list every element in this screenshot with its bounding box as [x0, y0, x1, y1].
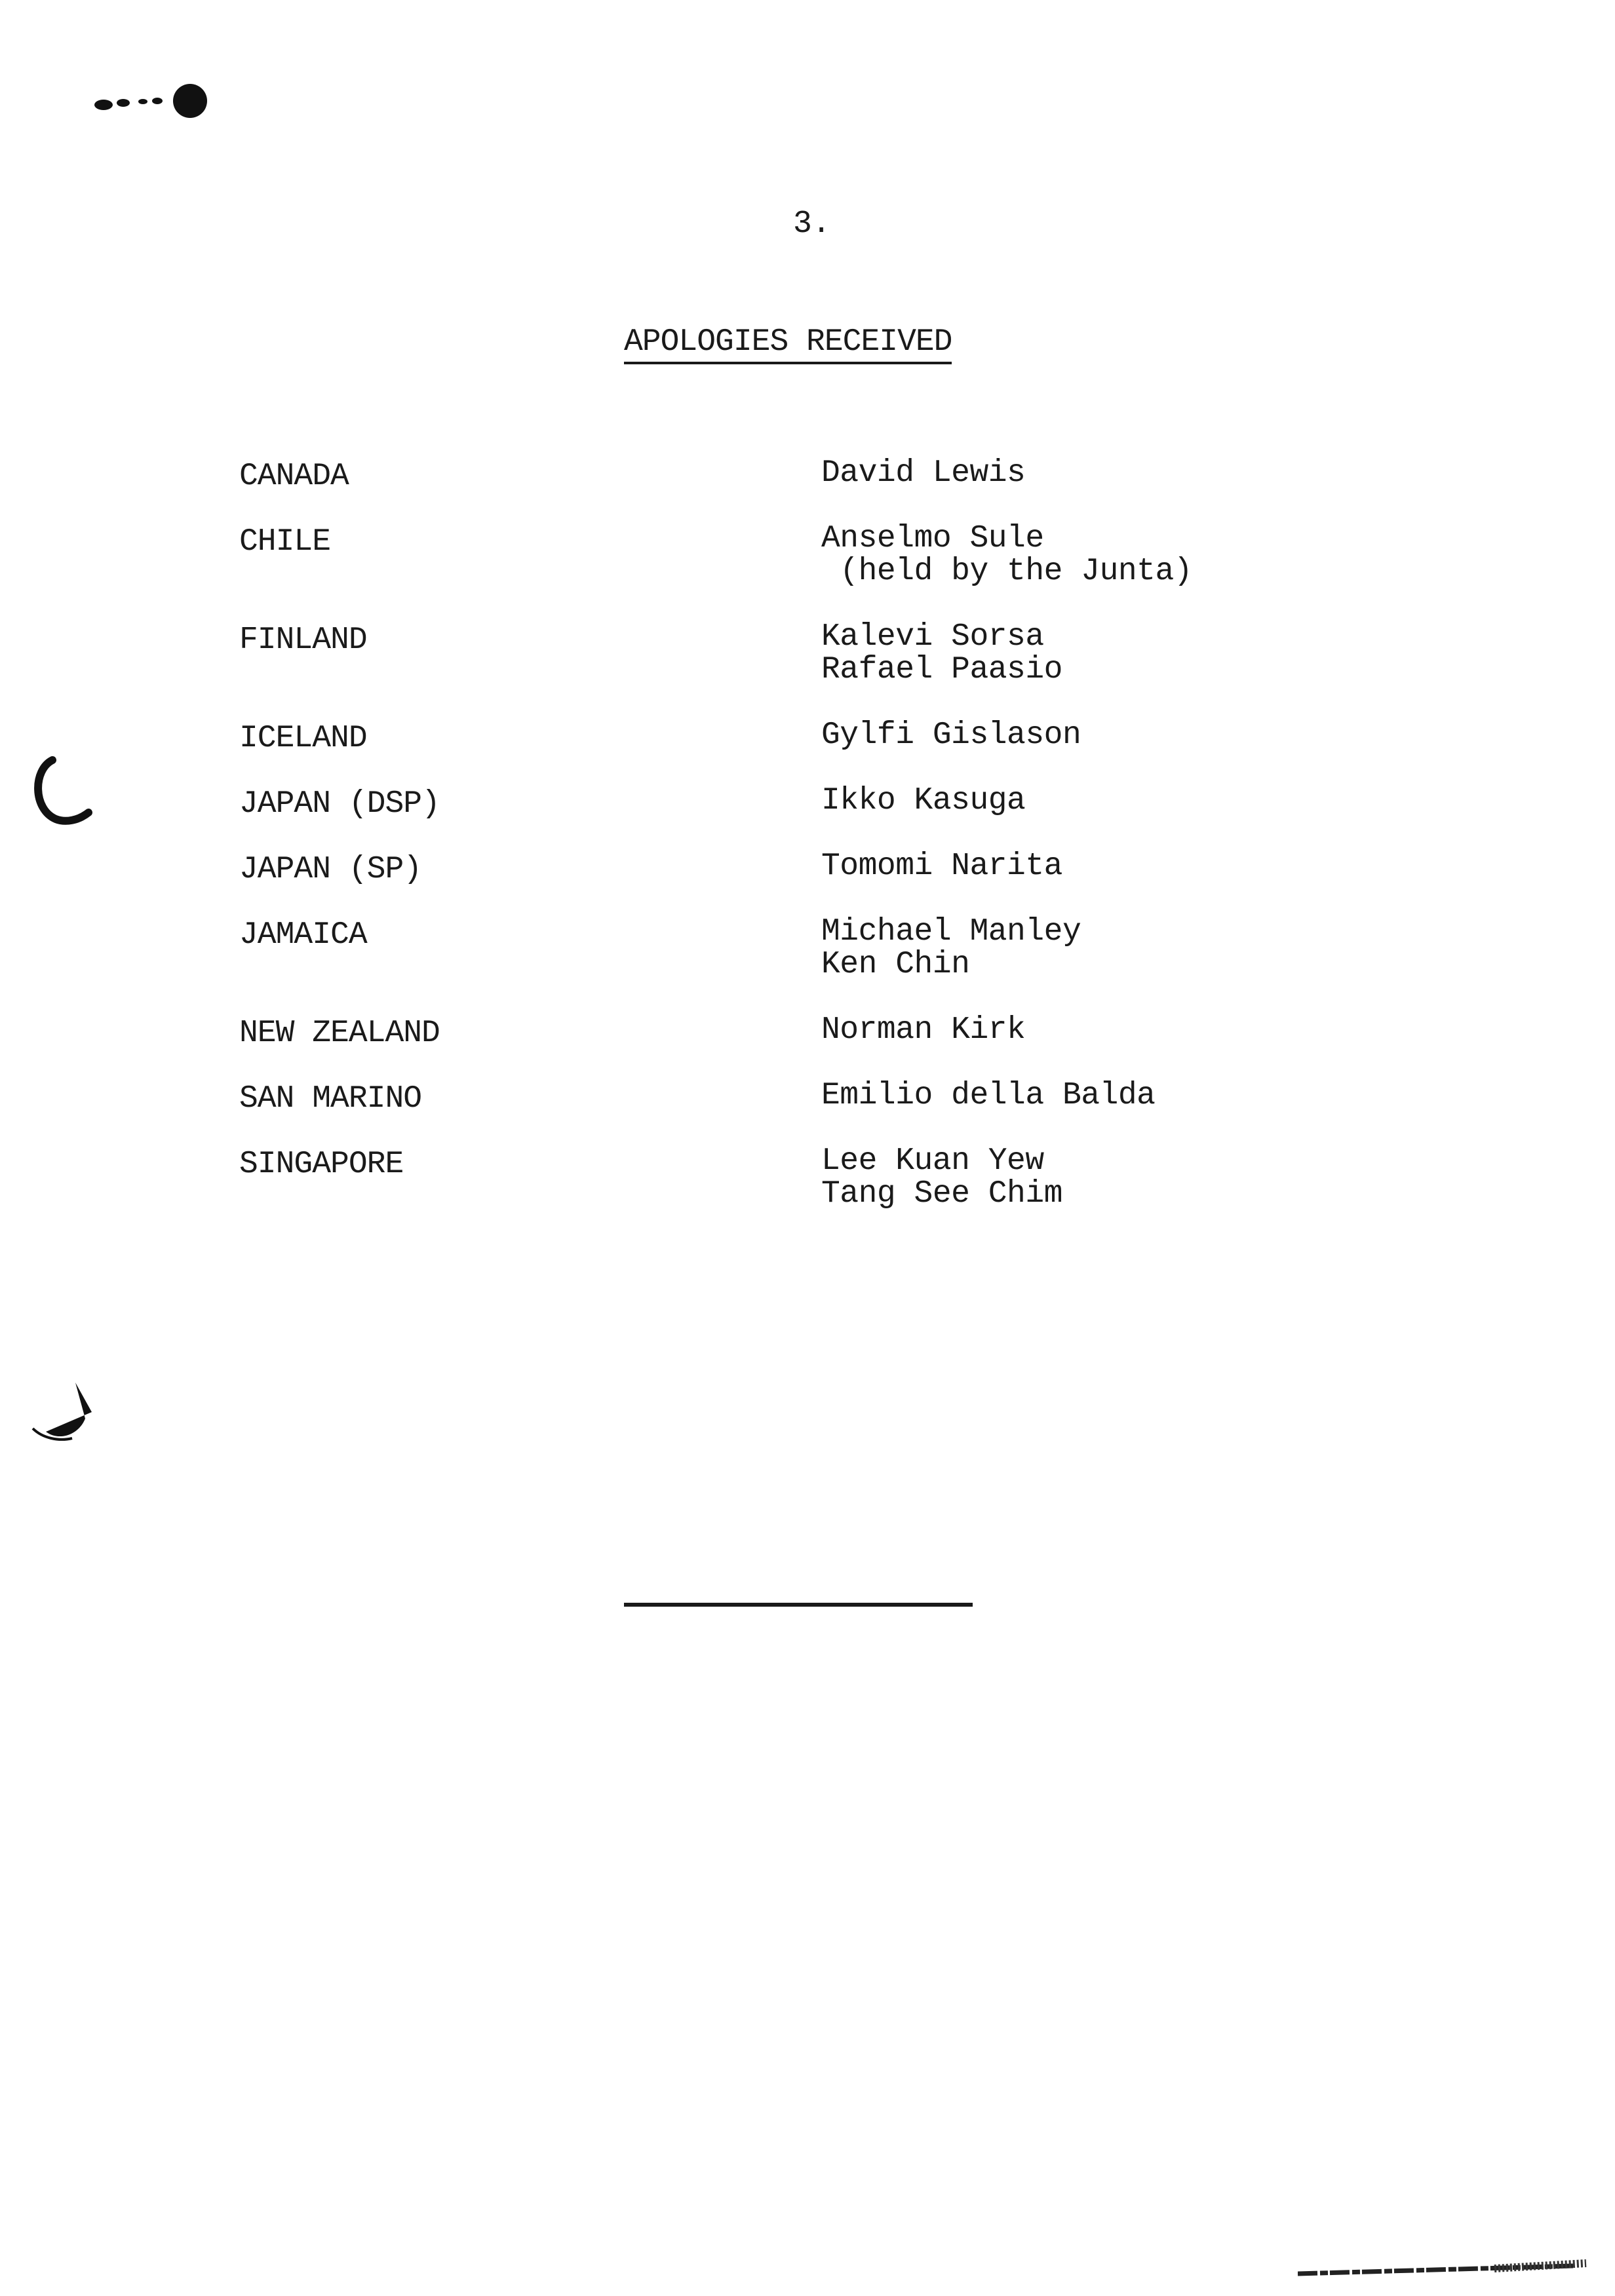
- delegate-names: Norman Kirk: [821, 1012, 1026, 1048]
- delegate-names: Tomomi Narita: [821, 849, 1062, 884]
- delegate-names: Ikko Kasuga: [821, 783, 1026, 818]
- apology-entry: [0, 914, 1615, 998]
- page-number: 3.: [793, 206, 831, 242]
- punch-hole-bottom: [26, 1376, 98, 1448]
- delegate-names: Michael Manley Ken Chin: [821, 914, 1081, 982]
- apology-entry: [0, 521, 1615, 605]
- ink-blot-mark: [92, 79, 216, 131]
- country-label: FINLAND: [239, 622, 367, 658]
- country-label: NEW ZEALAND: [239, 1016, 440, 1051]
- delegate-names: Anselmo Sule (held by the Junta): [821, 521, 1193, 589]
- apology-entry: [0, 1143, 1615, 1227]
- document-heading: APOLOGIES RECEIVED: [624, 326, 952, 364]
- country-label: SAN MARINO: [239, 1081, 422, 1117]
- country-label: CHILE: [239, 524, 331, 560]
- country-label: ICELAND: [239, 721, 367, 756]
- delegate-names: David Lewis: [821, 455, 1026, 491]
- apology-entry: [0, 619, 1615, 703]
- scan-streak-mark: [1298, 2254, 1606, 2280]
- delegate-names: Gylfi Gislason: [821, 718, 1081, 753]
- closing-rule: [624, 1603, 973, 1607]
- country-label: JAPAN (DSP): [239, 786, 440, 822]
- delegate-names: Emilio della Balda: [821, 1078, 1156, 1113]
- delegate-names: Lee Kuan Yew Tang See Chim: [821, 1143, 1062, 1212]
- delegate-names: Kalevi Sorsa Rafael Paasio: [821, 619, 1062, 687]
- country-label: JAPAN (SP): [239, 852, 422, 887]
- country-label: JAMAICA: [239, 917, 367, 953]
- country-label: SINGAPORE: [239, 1147, 404, 1182]
- country-label: CANADA: [239, 459, 349, 494]
